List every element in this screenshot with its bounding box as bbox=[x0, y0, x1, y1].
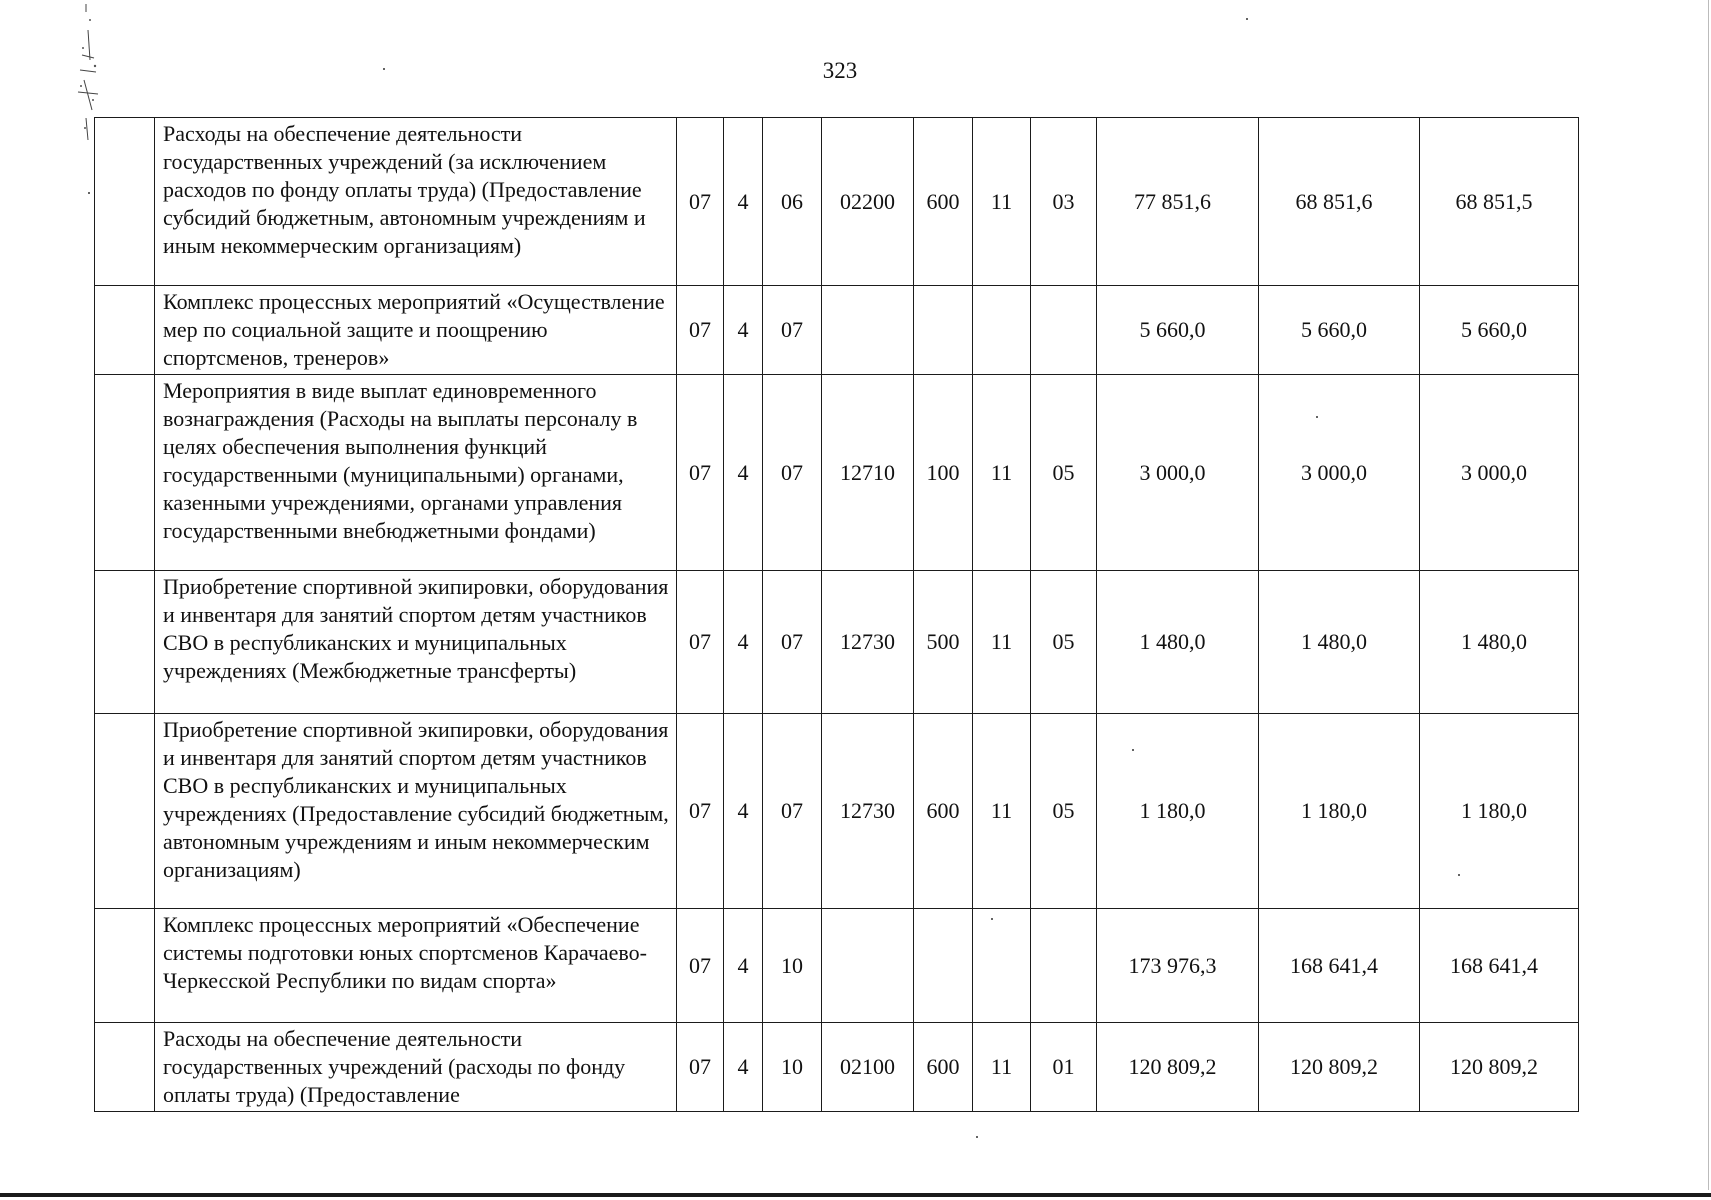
table-row bbox=[95, 714, 1579, 909]
expense-name-cell: Комплекс процессных мероприятий «Осуществление мер по социальной защите и поощрению спортсменов, тренеров» bbox=[155, 286, 677, 375]
row-index-cell bbox=[95, 571, 155, 714]
expense-name-cell: Комплекс процессных мероприятий «Обеспечение системы подготовки юных спортсменов Карачаево-Черкесской Республики по видам спорта» bbox=[155, 909, 677, 1023]
chapter-code-cell: 11 bbox=[973, 375, 1031, 571]
program-code-cell: 4 bbox=[724, 1023, 763, 1112]
direction-code-cell: 12730 bbox=[822, 571, 914, 714]
expense-type-cell: 500 bbox=[914, 571, 973, 714]
subchapter-code-cell: 03 bbox=[1031, 118, 1097, 286]
direction-code-cell: 12730 bbox=[822, 714, 914, 909]
page-number: 323 bbox=[822, 58, 858, 83]
program-code-cell: 4 bbox=[724, 286, 763, 375]
direction-code-cell: 02200 bbox=[822, 118, 914, 286]
amount-year-1-cell: 3 000,0 bbox=[1097, 375, 1259, 571]
expense-name-cell: Расходы на обеспечение деятельности государственных учреждений (за исключением расходов по фонду оплаты труда) (Предоставление субсидий бюджетным, автономным учреждениям и иным некоммерческим организациям) bbox=[155, 118, 677, 286]
subprogram-code-cell: 07 bbox=[763, 571, 822, 714]
direction-code-cell: 02100 bbox=[822, 1023, 914, 1112]
direction-code-cell bbox=[822, 286, 914, 375]
section-code-cell: 07 bbox=[677, 375, 724, 571]
amount-year-2-cell: 5 660,0 bbox=[1259, 286, 1420, 375]
amount-year-1-cell: 120 809,2 bbox=[1097, 1023, 1259, 1112]
budget-table bbox=[94, 117, 1579, 1112]
subprogram-code-cell: 07 bbox=[763, 286, 822, 375]
subchapter-code-cell: 05 bbox=[1031, 714, 1097, 909]
amount-year-2-cell: 1 180,0 bbox=[1259, 714, 1420, 909]
amount-year-1-cell: 1 480,0 bbox=[1097, 571, 1259, 714]
subprogram-code-cell: 10 bbox=[763, 909, 822, 1023]
expense-type-cell bbox=[914, 909, 973, 1023]
subchapter-code-cell bbox=[1031, 909, 1097, 1023]
expense-name-cell: Расходы на обеспечение деятельности государственных учреждений (расходы по фонду оплаты труда) (Предоставление bbox=[155, 1023, 677, 1112]
amount-year-3-cell: 3 000,0 bbox=[1420, 375, 1579, 571]
expense-type-cell: 600 bbox=[914, 1023, 973, 1112]
chapter-code-cell: 11 bbox=[973, 571, 1031, 714]
program-code-cell: 4 bbox=[724, 118, 763, 286]
subprogram-code-cell: 07 bbox=[763, 714, 822, 909]
section-code-cell: 07 bbox=[677, 1023, 724, 1112]
expense-type-cell: 600 bbox=[914, 714, 973, 909]
subprogram-code-cell: 07 bbox=[763, 375, 822, 571]
amount-year-3-cell: 1 480,0 bbox=[1420, 571, 1579, 714]
expense-name-cell: Приобретение спортивной экипировки, оборудования и инвентаря для занятий спортом детям участников СВО в республиканских и муниципальных учреждениях (Предоставление субсидий бюджетным, автономным учреждениям и иным некоммерческим организациям) bbox=[155, 714, 677, 909]
row-index-cell bbox=[95, 1023, 155, 1112]
expense-name-cell: Приобретение спортивной экипировки, оборудования и инвентаря для занятий спортом детям участников СВО в республиканских и муниципальных учреждениях (Межбюджетные трансферты) bbox=[155, 571, 677, 714]
row-index-cell bbox=[95, 375, 155, 571]
section-code-cell: 07 bbox=[677, 909, 724, 1023]
program-code-cell: 4 bbox=[724, 909, 763, 1023]
amount-year-1-cell: 173 976,3 bbox=[1097, 909, 1259, 1023]
table-row bbox=[95, 571, 1579, 714]
amount-year-2-cell: 120 809,2 bbox=[1259, 1023, 1420, 1112]
direction-code-cell: 12710 bbox=[822, 375, 914, 571]
table-row bbox=[95, 118, 1579, 286]
row-index-cell bbox=[95, 714, 155, 909]
program-code-cell: 4 bbox=[724, 571, 763, 714]
amount-year-1-cell: 77 851,6 bbox=[1097, 118, 1259, 286]
amount-year-2-cell: 1 480,0 bbox=[1259, 571, 1420, 714]
section-code-cell: 07 bbox=[677, 714, 724, 909]
subprogram-code-cell: 06 bbox=[763, 118, 822, 286]
table-row bbox=[95, 1023, 1579, 1112]
table-row bbox=[95, 375, 1579, 571]
subprogram-code-cell: 10 bbox=[763, 1023, 822, 1112]
scan-speck bbox=[383, 68, 385, 70]
amount-year-2-cell: 3 000,0 bbox=[1259, 375, 1420, 571]
row-index-cell bbox=[95, 118, 155, 286]
chapter-code-cell bbox=[973, 909, 1031, 1023]
table-row bbox=[95, 909, 1579, 1023]
amount-year-1-cell: 5 660,0 bbox=[1097, 286, 1259, 375]
subchapter-code-cell: 05 bbox=[1031, 375, 1097, 571]
section-code-cell: 07 bbox=[677, 571, 724, 714]
scan-speck bbox=[976, 1136, 978, 1138]
row-index-cell bbox=[95, 286, 155, 375]
subchapter-code-cell: 05 bbox=[1031, 571, 1097, 714]
subchapter-code-cell bbox=[1031, 286, 1097, 375]
scan-speck bbox=[88, 192, 90, 194]
program-code-cell: 4 bbox=[724, 375, 763, 571]
scan-bottom-edge bbox=[0, 1193, 1711, 1197]
amount-year-3-cell: 68 851,5 bbox=[1420, 118, 1579, 286]
amount-year-3-cell: 5 660,0 bbox=[1420, 286, 1579, 375]
table-row bbox=[95, 286, 1579, 375]
section-code-cell: 07 bbox=[677, 286, 724, 375]
chapter-code-cell: 11 bbox=[973, 1023, 1031, 1112]
amount-year-3-cell: 120 809,2 bbox=[1420, 1023, 1579, 1112]
program-code-cell: 4 bbox=[724, 714, 763, 909]
subchapter-code-cell: 01 bbox=[1031, 1023, 1097, 1112]
amount-year-3-cell: 1 180,0 bbox=[1420, 714, 1579, 909]
expense-type-cell bbox=[914, 286, 973, 375]
section-code-cell: 07 bbox=[677, 118, 724, 286]
amount-year-1-cell: 1 180,0 bbox=[1097, 714, 1259, 909]
amount-year-2-cell: 168 641,4 bbox=[1259, 909, 1420, 1023]
amount-year-3-cell: 168 641,4 bbox=[1420, 909, 1579, 1023]
chapter-code-cell bbox=[973, 286, 1031, 375]
chapter-code-cell: 11 bbox=[973, 118, 1031, 286]
expense-type-cell: 100 bbox=[914, 375, 973, 571]
amount-year-2-cell: 68 851,6 bbox=[1259, 118, 1420, 286]
expense-name-cell: Мероприятия в виде выплат единовременного вознаграждения (Расходы на выплаты персоналу в целях обеспечения выполнения функций государственными (муниципальными) органами, казенными учреждениями, органами управления государственными внебюджетными фондами) bbox=[155, 375, 677, 571]
scan-speck bbox=[1246, 18, 1248, 20]
chapter-code-cell: 11 bbox=[973, 714, 1031, 909]
scan-right-edge bbox=[1708, 0, 1709, 1190]
expense-type-cell: 600 bbox=[914, 118, 973, 286]
direction-code-cell bbox=[822, 909, 914, 1023]
row-index-cell bbox=[95, 909, 155, 1023]
